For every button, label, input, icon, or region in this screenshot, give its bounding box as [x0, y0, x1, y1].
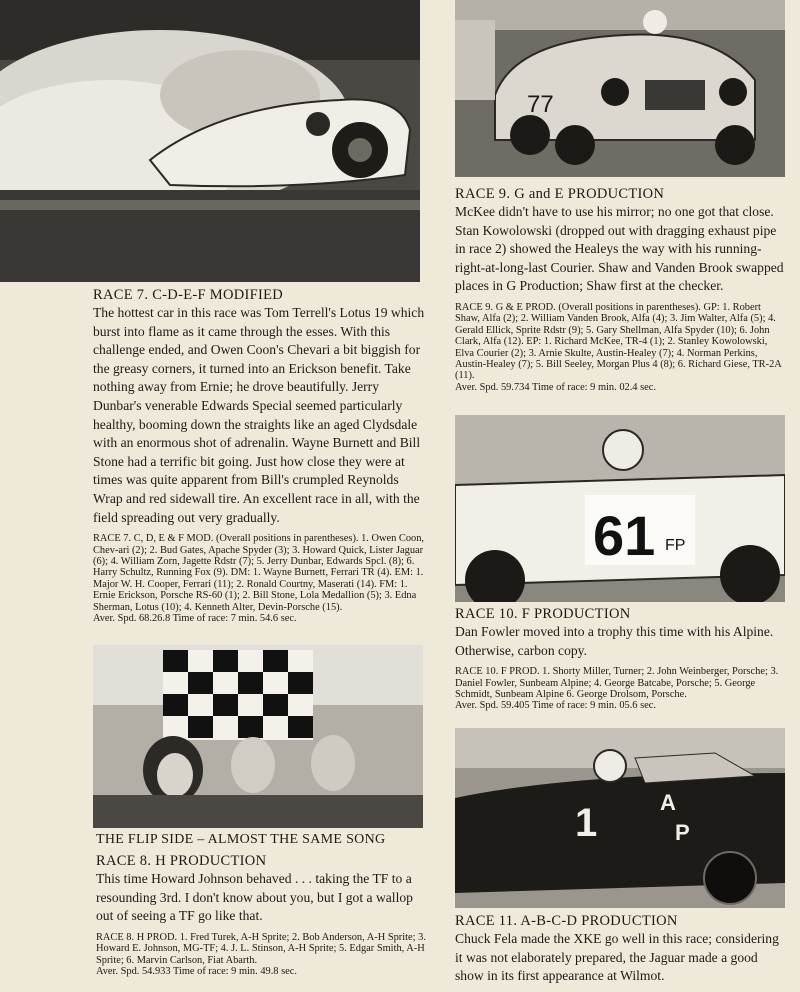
race8-heading: RACE 8. H PRODUCTION — [96, 853, 267, 869]
triumph-77-photo — [455, 0, 785, 177]
race10-section — [455, 606, 785, 712]
jaguar-xke-image — [455, 728, 785, 908]
race9-section — [455, 186, 785, 394]
race7-speed: Aver. Spd. 68.26.8 Time of race: 7 min. 54.6 sec. — [93, 612, 297, 624]
race9-results: RACE 9. G & E PROD. (Overall positions in parentheses). GP: 1. Robert Shaw, Alfa (2); 2. William Vanden Brook, Alfa (4); 3. Jim Walter, Alfa (5); 4. Gerald Ellick, Sprite Rdstr (9); 5. Gary Shellman, Alfa Spyder (10); 6. John Clark, Alfa (12). EP: 1. Richard McKee, TR-4 (1); 2. Stanley Kowolowski, Elva Courier (2); 3. Arnie Skulte, Austin-Healey (7); 4. Norman Perkins, Austin-Healey (7); 5. Bill Seeley, Morgan Plus 4 (8); 6. Richard Giese, TR-2A (11). — [455, 301, 782, 382]
car-number-1: 1 — [575, 801, 598, 845]
race11-heading: RACE 11. A-B-C-D PRODUCTION — [455, 913, 678, 929]
checkered-flag-crowd-photo — [93, 645, 423, 828]
jaguar-xke-photo — [455, 728, 785, 908]
race9-heading: RACE 9. G and E PRODUCTION — [455, 186, 665, 202]
car-class-p: P — [675, 820, 690, 845]
race7-heading: RACE 7. C-D-E-F MODIFIED — [93, 287, 284, 303]
race10-results: RACE 10. F PROD. 1. Shorty Miller, Turner; 2. John Weinberger, Porsche; 3. Daniel Fowler, Sunbeam Alpine; 4. George Batcabe, Porsche; 5. George Schmidt, Sunbeam Alpine 6. George Drolsom, Porsche. — [455, 666, 779, 700]
race7-results: RACE 7. C, D, E & F MOD. (Overall positions in parentheses). 1. Owen Coon, Chev-ari (2); 2. Bud Gates, Apache Spyder (3); 3. Howard Quick, Lister Jaguar (6); 4. William Zorn, Jagette Rdstr (7); 5. Jerry Dunbar, Edwards Spcl. (8); 6. Harry Schultz, Running Fox (9). DM: 1. Wayne Burnett, Ferrari TR (4). EM: 1. Major W. H. Cooper, Ferrari (11); 2. Ronald Courtny, Maserati (14). FM: 1. Ernie Erickson, Porsche RS-60 (1); 2. Bill Stone, Lola Medallion (5); 3. Edna Sherman, Lotus (10); 4. Kenneth Alter, Devin-Porsche (15). — [93, 533, 425, 613]
race11-section — [455, 913, 785, 986]
car-class-a: A — [660, 790, 676, 815]
race10-heading: RACE 10. F PRODUCTION — [455, 606, 631, 622]
race9-speed: Aver. Spd. 59.734 Time of race: 9 min. 02.4 sec. — [455, 381, 656, 393]
race7-text: The hottest car in this race was Tom Terrell's Lotus 19 which burst into flame as it came through the esses. With this challenge ended, and Owen Coon's Chevari a bit biggish for the greasy corners, it turned into an Erickson benefit. Take nothing away from Ernie; he drove beautifully. Jerry Dunbar's venerable Edwards Special seemed particularly healthy, booming down the straights like an aged Clydsdale with an enormous shot of adrenalin. Wayne Burnett and Bill Stone had a terrific bit going. Just how close they were at times was quite apparent from Bill's crumpled Reynolds Wrap and red sidewall tire. An excellent race in all, with the field spreading out very gradually. — [93, 305, 425, 525]
race8-results: RACE 8. H PROD. 1. Fred Turek, A-H Sprite; 2. Bob Anderson, A-H Sprite; 3. Howard E. Johnson, MG-TF; 4. J. L. Stinson, A-H Sprite; 5. Edgar Smith, A-H Sprite; 6. Marvin Carlson, Fiat Abarth. — [96, 931, 426, 966]
checkered-flag-icon — [163, 650, 313, 740]
car-number-61: 61 — [593, 504, 656, 567]
car-61-fp-image — [455, 415, 785, 602]
car-number-77: 77 — [527, 91, 554, 118]
race10-text: Dan Fowler moved into a trophy this time with his Alpine. Otherwise, carbon copy. — [455, 624, 774, 658]
race9-text: McKee didn't have to use his mirror; no one got that close. Stan Kowolowski (dropped out with dragging exhaust pipe in race 2) showed the Healeys the way with his running-right-at-long-last Courier. Shaw and Vanden Brook swapped places in G Production; Shaw first at the checker. — [455, 204, 784, 294]
car-class-fp: FP — [665, 537, 686, 554]
race7-section — [93, 287, 428, 625]
race10-speed: Aver. Spd. 59.405 Time of race: 9 min. 05.6 sec. — [455, 700, 656, 712]
race8-section — [96, 853, 426, 978]
race11-text: Chuck Fela made the XKE go well in this race; considering it was not elaborately prepared, the Jaguar made a good show in its first appearance at Wilmot. — [455, 931, 779, 984]
race8-speed: Aver. Spd. 54.933 Time of race: 9 min. 49.8 sec. — [96, 966, 297, 977]
smoking-race-car-photo — [0, 0, 420, 282]
checkered-flag-crowd-image — [93, 645, 423, 828]
smoking-race-car-image — [0, 0, 420, 282]
race8-text: This time Howard Johnson behaved . . . taking the TF to a resounding 3rd. I don't know about you, but I got a wallop out of seeing a TF go like that. — [96, 871, 413, 924]
flip-side-caption: THE FLIP SIDE – ALMOST THE SAME SONG — [96, 832, 386, 847]
triumph-77-image — [455, 0, 785, 177]
flip-side-section — [96, 832, 426, 848]
car-61-fp-photo — [455, 415, 785, 602]
